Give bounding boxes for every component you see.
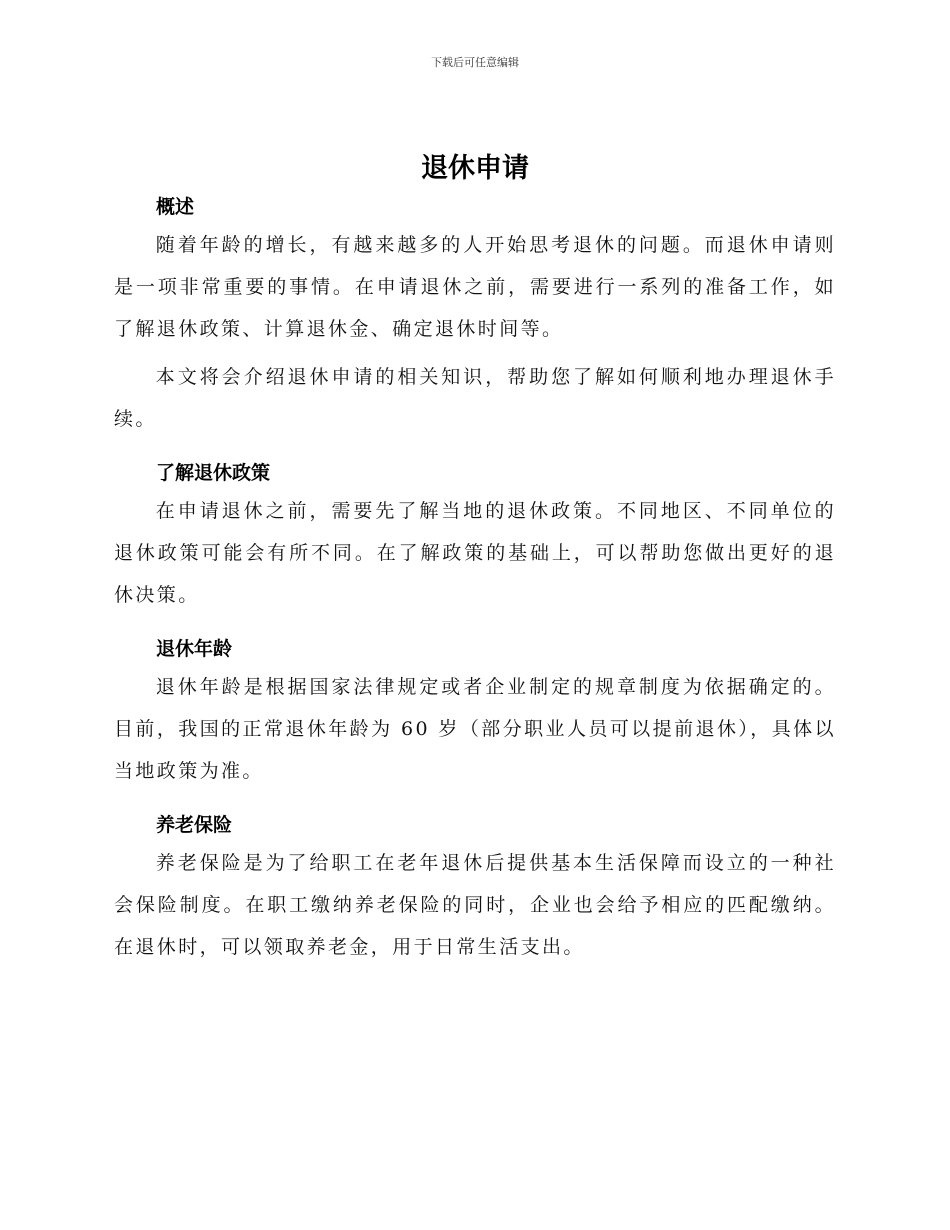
section-overview (114, 190, 836, 440)
paragraph: 养老保险是为了给职工在老年退休后提供基本生活保障而设立的一种社会保险制度。在职工缴纳养老保险的同时，企业也会给予相应的匹配缴纳。在退休时，可以领取养老金，用于日常生活支出。 (114, 852, 836, 958)
section-heading: 了解退休政策 (156, 462, 271, 484)
section-heading: 概述 (156, 196, 195, 218)
section-heading: 养老保险 (156, 814, 233, 836)
paragraph: 在申请退休之前，需要先了解当地的退休政策。不同地区、不同单位的退休政策可能会有所不同。在了解政策的基础上，可以帮助您做出更好的退休决策。 (114, 500, 836, 606)
document-title: 退休申请 (421, 153, 529, 184)
paragraph: 随着年龄的增长，有越来越多的人开始思考退休的问题。而退休申请则是一项非常重要的事情。在申请退休之前，需要进行一系列的准备工作，如了解退休政策、计算退休金、确定退休时间等。 (114, 234, 836, 340)
document-body (114, 190, 836, 974)
section-retirement-policy (114, 456, 836, 616)
header-note: 下载后可任意编辑 (431, 56, 519, 69)
paragraph: 本文将会介绍退休申请的相关知识，帮助您了解如何顺利地办理退休手续。 (114, 366, 836, 430)
section-retirement-age (114, 632, 836, 792)
section-heading: 退休年龄 (156, 638, 233, 660)
section-pension-insurance (114, 808, 836, 968)
paragraph: 退休年龄是根据国家法律规定或者企业制定的规章制度为依据确定的。目前，我国的正常退休年龄为 60 岁（部分职业人员可以提前退休），具体以当地政策为准。 (114, 676, 836, 782)
